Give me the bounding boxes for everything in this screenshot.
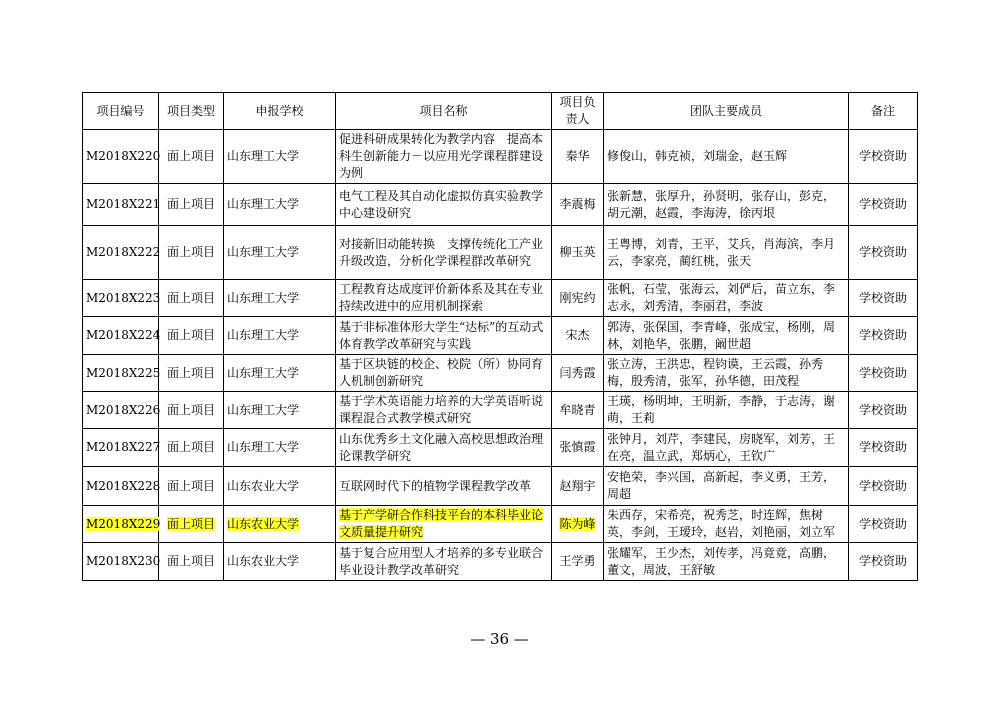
table-row (83, 429, 918, 467)
cell-members: 张钟月，刘芹，李建民，房晓军，刘芳，王在亮，温立武，郑炳心，王钦广 (604, 429, 849, 467)
cell-code: M2018X223 (83, 280, 159, 317)
cell-type: 面上项目 (159, 280, 224, 317)
cell-members: 朱西存，宋希亮，祝秀芝，时连辉，焦树英，李剑，王瑷玲，赵岩，刘艳丽，刘立军 (604, 506, 849, 543)
cell-school: 山东理工大学 (224, 317, 336, 355)
cell-leader: 王学勇 (552, 543, 604, 581)
cell-members: 张立涛，王洪忠，程钧谟，王云霞，孙秀梅，殷秀清，张军，孙华德，田茂程 (604, 355, 849, 392)
table-row (83, 392, 918, 429)
table-row (83, 543, 918, 581)
cell-school: 山东理工大学 (224, 355, 336, 392)
cell-name: 基于学术英语能力培养的大学英语听说课程混合式教学模式研究 (336, 392, 552, 429)
cell-members: 安艳荣，李兴国，高新起，李义勇，王芳，周超 (604, 467, 849, 506)
cell-code: M2018X221 (83, 184, 159, 226)
cell-members: 张新慧，张厚升，孙贤明，张存山，彭克，胡元潮，赵霞，李海涛，徐丙垠 (604, 184, 849, 226)
cell-note: 学校资助 (849, 543, 918, 581)
header-school: 申报学校 (224, 93, 336, 130)
cell-school: 山东理工大学 (224, 392, 336, 429)
cell-name: 山东优秀乡土文化融入高校思想政治理论课教学研究 (336, 429, 552, 467)
cell-note: 学校资助 (849, 355, 918, 392)
header-note: 备注 (849, 93, 918, 130)
cell-note: 学校资助 (849, 467, 918, 506)
cell-name: 对接新旧动能转换 支撑传统化工产业升级改造，分析化学课程群改革研究 (336, 226, 552, 280)
header-code: 项目编号 (83, 93, 159, 130)
cell-code: M2018X224 (83, 317, 159, 355)
cell-members: 王粤博，刘青，王平，艾兵，肖海滨，李月云，李家亮，蔺红桃，张天 (604, 226, 849, 280)
cell-leader: 刚宪约 (552, 280, 604, 317)
cell-school: 山东理工大学 (224, 429, 336, 467)
table-row (83, 280, 918, 317)
cell-name: 互联网时代下的植物学课程教学改革 (336, 467, 552, 506)
cell-code: M2018X222 (83, 226, 159, 280)
cell-members: 郭涛，张保国，李青峰，张成宝，杨刚，周林，刘艳华，张鹏，阚世超 (604, 317, 849, 355)
highlight-name: 基于产学研合作科技平台的本科毕业论文质量提升研究 (339, 508, 544, 539)
cell-note: 学校资助 (849, 429, 918, 467)
cell-leader: 闫秀霞 (552, 355, 604, 392)
cell-name: 促进科研成果转化为教学内容 提高本科生创新能力－以应用光学课程群建设为例 (336, 130, 552, 184)
cell-name: 工程教育达成度评价新体系及其在专业持续改进中的应用机制探索 (336, 280, 552, 317)
cell-school: 山东理工大学 (224, 184, 336, 226)
cell-code: M2018X228 (83, 467, 159, 506)
cell-note: 学校资助 (849, 392, 918, 429)
highlight-code: M2018X229 (86, 516, 161, 531)
cell-school: 山东农业大学 (224, 543, 336, 581)
highlight-school: 山东农业大学 (227, 516, 300, 531)
cell-leader: 赵翔宇 (552, 467, 604, 506)
cell-type: 面上项目 (159, 543, 224, 581)
cell-code (83, 506, 159, 543)
cell-note: 学校资助 (849, 130, 918, 184)
table-row (83, 226, 918, 280)
cell-school: 山东理工大学 (224, 130, 336, 184)
cell-code: M2018X220 (83, 130, 159, 184)
cell-note: 学校资助 (849, 317, 918, 355)
cell-leader: 宋杰 (552, 317, 604, 355)
cell-name: 基于区块链的校企、校院（所）协同育人机制创新研究 (336, 355, 552, 392)
cell-members: 王瑛，杨明坤，王明新，李静，于志涛，谢萌，王莉 (604, 392, 849, 429)
cell-name: 电气工程及其自动化虚拟仿真实验教学中心建设研究 (336, 184, 552, 226)
cell-leader: 李震梅 (552, 184, 604, 226)
cell-type: 面上项目 (159, 355, 224, 392)
cell-members: 修俊山，韩克祯，刘瑞金，赵玉辉 (604, 130, 849, 184)
cell-type: 面上项目 (159, 317, 224, 355)
cell-note: 学校资助 (849, 226, 918, 280)
table-row (83, 130, 918, 184)
cell-note: 学校资助 (849, 506, 918, 543)
cell-type: 面上项目 (159, 467, 224, 506)
table-row (83, 467, 918, 506)
project-table (82, 92, 918, 581)
table-row-highlighted (83, 506, 918, 543)
table-row (83, 355, 918, 392)
header-leader: 项目负责人 (552, 93, 604, 130)
table-row (83, 184, 918, 226)
header-members: 团队主要成员 (604, 93, 849, 130)
page-number: — 36 — (470, 630, 529, 648)
cell-members: 张帆，石莹，张海云，刘俨后，苗立东，李志永，刘秀清，李丽君，李波 (604, 280, 849, 317)
cell-school: 山东农业大学 (224, 467, 336, 506)
cell-leader: 张慎霞 (552, 429, 604, 467)
cell-name (336, 506, 552, 543)
cell-code: M2018X227 (83, 429, 159, 467)
cell-type: 面上项目 (159, 226, 224, 280)
cell-leader: 牟晓青 (552, 392, 604, 429)
header-type: 项目类型 (159, 93, 224, 130)
cell-name: 基于复合应用型人才培养的多专业联合毕业设计教学改革研究 (336, 543, 552, 581)
cell-name: 基于非标准体形大学生“达标”的互动式体育教学改革研究与实践 (336, 317, 552, 355)
cell-leader (552, 506, 604, 543)
cell-leader: 秦华 (552, 130, 604, 184)
cell-school: 山东理工大学 (224, 226, 336, 280)
cell-type (159, 506, 224, 543)
cell-note: 学校资助 (849, 184, 918, 226)
cell-members: 张耀军，王少杰，刘传孝，冯竟竟，高鹏，董文，周波，王舒敏 (604, 543, 849, 581)
cell-type: 面上项目 (159, 429, 224, 467)
cell-leader: 柳玉英 (552, 226, 604, 280)
cell-type: 面上项目 (159, 130, 224, 184)
cell-note: 学校资助 (849, 280, 918, 317)
header-name: 项目名称 (336, 93, 552, 130)
cell-code: M2018X225 (83, 355, 159, 392)
cell-type: 面上项目 (159, 392, 224, 429)
cell-code: M2018X226 (83, 392, 159, 429)
cell-school (224, 506, 336, 543)
cell-code: M2018X230 (83, 543, 159, 581)
header-row (83, 93, 918, 130)
table-row (83, 317, 918, 355)
cell-school: 山东理工大学 (224, 280, 336, 317)
cell-type: 面上项目 (159, 184, 224, 226)
highlight-type: 面上项目 (166, 516, 215, 531)
highlight-leader: 陈为峰 (559, 516, 596, 531)
